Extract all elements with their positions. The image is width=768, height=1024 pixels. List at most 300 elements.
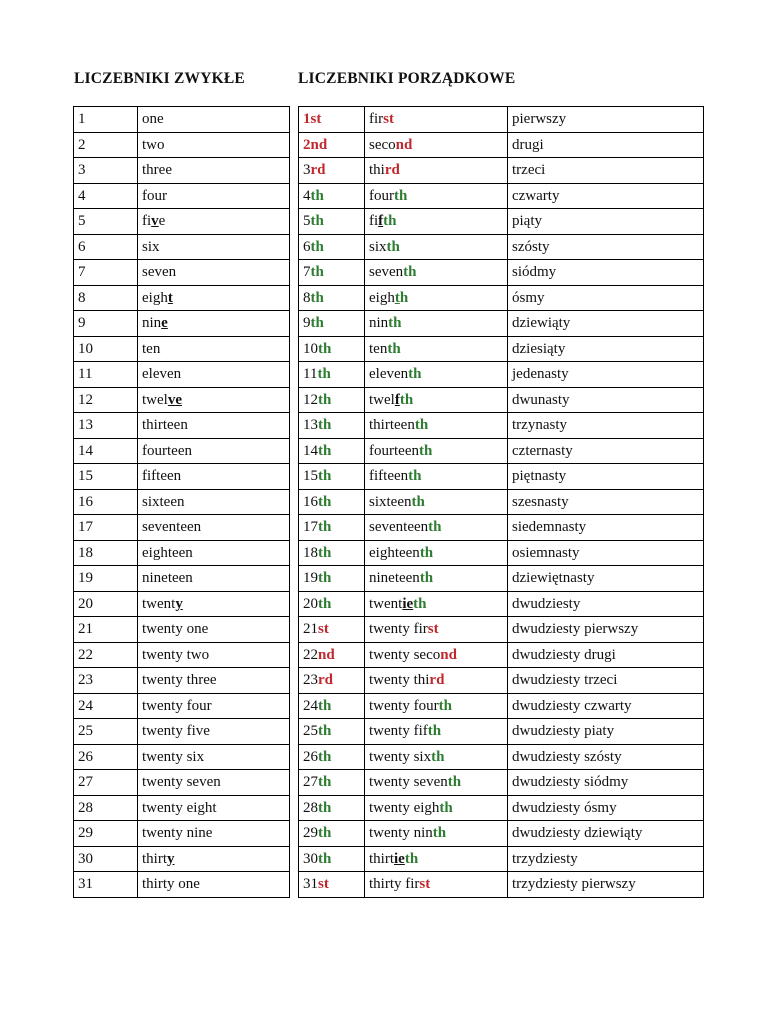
english-word-cell bbox=[138, 260, 290, 286]
highlighted-suffix: th bbox=[318, 340, 332, 357]
text-segment: four bbox=[142, 187, 167, 204]
text-segment: 5 bbox=[303, 213, 311, 229]
highlighted-suffix: th bbox=[439, 799, 453, 816]
ordinal-number-cell bbox=[299, 642, 365, 668]
text-segment: 31 bbox=[303, 876, 318, 892]
highlighted-suffix: ie bbox=[394, 850, 405, 867]
highlighted-suffix: rd bbox=[310, 162, 326, 178]
english-word-cell bbox=[138, 693, 290, 719]
polish-ordinal-cell: dwudziesty bbox=[508, 591, 704, 617]
english-word-cell bbox=[138, 515, 290, 541]
text-segment: twenty eight bbox=[142, 799, 217, 816]
table-row bbox=[74, 744, 290, 770]
number-cell: 17 bbox=[74, 515, 138, 541]
cardinal-numbers-heading: LICZEBNIKI ZWYKŁE bbox=[74, 70, 245, 87]
english-ordinal-cell bbox=[365, 464, 508, 490]
table-row bbox=[299, 846, 704, 872]
text-segment: twenty fir bbox=[369, 621, 428, 637]
text-segment: four bbox=[369, 187, 394, 204]
highlighted-suffix: y bbox=[175, 595, 183, 612]
polish-ordinal-cell: dwudziesty piaty bbox=[508, 719, 704, 745]
number-cell: 31 bbox=[74, 872, 138, 898]
ordinal-number-cell bbox=[299, 285, 365, 311]
text-segment: thirt bbox=[142, 850, 167, 867]
ordinal-numbers-table bbox=[298, 106, 704, 898]
text-segment: 11 bbox=[303, 366, 318, 382]
english-ordinal-cell bbox=[365, 642, 508, 668]
ordinal-number-cell bbox=[299, 566, 365, 592]
english-ordinal-cell bbox=[365, 489, 508, 515]
table-row bbox=[74, 132, 290, 158]
table-row bbox=[299, 489, 704, 515]
highlighted-suffix: 1st bbox=[303, 111, 322, 127]
english-word-cell bbox=[138, 438, 290, 464]
table-row bbox=[299, 260, 704, 286]
number-cell: 23 bbox=[74, 668, 138, 694]
text-segment: seco bbox=[369, 136, 396, 153]
text-segment: nineteen bbox=[369, 570, 420, 586]
english-ordinal-cell bbox=[365, 770, 508, 796]
table-row bbox=[299, 107, 704, 133]
text-segment: thirty one bbox=[142, 876, 200, 892]
english-word-cell bbox=[138, 107, 290, 133]
english-ordinal-cell bbox=[365, 413, 508, 439]
text-segment: one bbox=[142, 111, 164, 127]
text-segment: three bbox=[142, 162, 172, 178]
english-ordinal-cell bbox=[365, 362, 508, 388]
english-word-cell bbox=[138, 413, 290, 439]
number-cell: 9 bbox=[74, 311, 138, 337]
highlighted-suffix: th bbox=[403, 264, 417, 280]
table-row bbox=[299, 872, 704, 898]
english-word-cell bbox=[138, 311, 290, 337]
text-segment: thirty fir bbox=[369, 876, 420, 892]
highlighted-suffix: rd bbox=[318, 672, 333, 688]
text-segment: twenty eigh bbox=[369, 799, 440, 816]
english-ordinal-cell bbox=[365, 209, 508, 235]
highlighted-suffix: th bbox=[318, 850, 332, 867]
highlighted-suffix: th bbox=[318, 544, 332, 561]
text-segment: 14 bbox=[303, 442, 318, 459]
table-row bbox=[74, 489, 290, 515]
polish-ordinal-cell: czwarty bbox=[508, 183, 704, 209]
number-cell: 6 bbox=[74, 234, 138, 260]
highlighted-suffix: 2nd bbox=[303, 136, 328, 153]
ordinal-number-cell bbox=[299, 183, 365, 209]
number-cell: 5 bbox=[74, 209, 138, 235]
highlighted-suffix: y bbox=[167, 850, 175, 867]
ordinal-number-cell bbox=[299, 617, 365, 643]
table-row bbox=[74, 285, 290, 311]
text-segment: twenty nin bbox=[369, 825, 433, 841]
ordinal-number-cell bbox=[299, 821, 365, 847]
polish-ordinal-cell: trzeci bbox=[508, 158, 704, 184]
english-word-cell bbox=[138, 719, 290, 745]
text-segment: 22 bbox=[303, 646, 318, 663]
english-ordinal-cell bbox=[365, 387, 508, 413]
table-row bbox=[299, 311, 704, 337]
polish-ordinal-cell: dwunasty bbox=[508, 387, 704, 413]
table-row bbox=[299, 464, 704, 490]
polish-ordinal-cell: dwudziesty drugi bbox=[508, 642, 704, 668]
text-segment: 20 bbox=[303, 595, 318, 612]
ordinal-number-cell bbox=[299, 668, 365, 694]
text-segment: two bbox=[142, 136, 165, 153]
highlighted-suffix: t bbox=[394, 289, 400, 306]
table-row bbox=[299, 362, 704, 388]
number-cell: 13 bbox=[74, 413, 138, 439]
text-segment: fi bbox=[142, 213, 152, 229]
polish-ordinal-cell: trzydziesty bbox=[508, 846, 704, 872]
polish-ordinal-cell: dziesiąty bbox=[508, 336, 704, 362]
text-segment: thirt bbox=[369, 850, 394, 867]
text-segment: 29 bbox=[303, 825, 318, 841]
english-ordinal-cell bbox=[365, 540, 508, 566]
english-word-cell bbox=[138, 795, 290, 821]
table-row bbox=[299, 642, 704, 668]
table-row bbox=[299, 413, 704, 439]
table-row bbox=[74, 693, 290, 719]
text-segment: seventeen bbox=[369, 519, 429, 535]
highlighted-suffix: nd bbox=[318, 646, 335, 663]
highlighted-suffix: th bbox=[310, 315, 324, 331]
table-row bbox=[299, 183, 704, 209]
ordinal-number-cell bbox=[299, 515, 365, 541]
highlighted-suffix: th bbox=[419, 544, 434, 561]
highlighted-suffix: nd bbox=[440, 646, 457, 663]
polish-ordinal-cell: ósmy bbox=[508, 285, 704, 311]
polish-ordinal-cell: dwudziesty dziewiąty bbox=[508, 821, 704, 847]
text-segment: fourteen bbox=[369, 442, 419, 459]
table-row bbox=[74, 107, 290, 133]
table-row bbox=[74, 209, 290, 235]
ordinal-number-cell bbox=[299, 311, 365, 337]
highlighted-suffix: ie bbox=[402, 595, 414, 612]
english-word-cell bbox=[138, 642, 290, 668]
ordinal-number-cell bbox=[299, 719, 365, 745]
number-cell: 16 bbox=[74, 489, 138, 515]
text-segment: twenty four bbox=[369, 697, 439, 714]
english-ordinal-cell bbox=[365, 617, 508, 643]
english-ordinal-cell bbox=[365, 183, 508, 209]
ordinal-number-cell bbox=[299, 260, 365, 286]
text-segment: eighteen bbox=[369, 544, 420, 561]
polish-ordinal-cell: dwudziesty pierwszy bbox=[508, 617, 704, 643]
table-row bbox=[74, 387, 290, 413]
ordinal-number-cell bbox=[299, 107, 365, 133]
number-cell: 8 bbox=[74, 285, 138, 311]
text-segment: thi bbox=[369, 162, 385, 178]
highlighted-suffix: th bbox=[310, 238, 324, 255]
text-segment: fir bbox=[369, 111, 384, 127]
ordinal-number-cell bbox=[299, 795, 365, 821]
table-row bbox=[74, 846, 290, 872]
table-row bbox=[74, 566, 290, 592]
highlighted-suffix: th bbox=[418, 442, 433, 459]
english-word-cell bbox=[138, 234, 290, 260]
table-row bbox=[299, 515, 704, 541]
text-segment: 25 bbox=[303, 723, 318, 739]
english-ordinal-cell bbox=[365, 693, 508, 719]
table-row bbox=[74, 260, 290, 286]
english-word-cell bbox=[138, 362, 290, 388]
text-segment: nin bbox=[142, 315, 162, 331]
ordinal-numbers-heading: LICZEBNIKI PORZĄDKOWE bbox=[298, 70, 516, 87]
ordinal-number-cell bbox=[299, 362, 365, 388]
table-row bbox=[299, 285, 704, 311]
text-segment: twel bbox=[142, 391, 168, 408]
polish-ordinal-cell: siódmy bbox=[508, 260, 704, 286]
text-segment: 27 bbox=[303, 774, 318, 790]
highlighted-suffix: th bbox=[408, 366, 422, 382]
text-segment: 7 bbox=[303, 264, 311, 280]
table-row bbox=[74, 464, 290, 490]
english-ordinal-cell bbox=[365, 515, 508, 541]
ordinal-number-cell bbox=[299, 132, 365, 158]
highlighted-suffix: th bbox=[318, 723, 332, 739]
number-cell: 4 bbox=[74, 183, 138, 209]
text-segment: 16 bbox=[303, 493, 318, 510]
text-segment: fourteen bbox=[142, 442, 192, 459]
english-ordinal-cell bbox=[365, 591, 508, 617]
table-row bbox=[299, 234, 704, 260]
highlighted-suffix: th bbox=[318, 519, 332, 535]
highlighted-suffix: th bbox=[310, 187, 324, 204]
text-segment: eigh bbox=[369, 289, 395, 306]
english-word-cell bbox=[138, 617, 290, 643]
ordinal-number-cell bbox=[299, 770, 365, 796]
highlighted-suffix: nd bbox=[395, 136, 413, 153]
table-row bbox=[74, 770, 290, 796]
english-word-cell bbox=[138, 158, 290, 184]
polish-ordinal-cell: dwudziesty siódmy bbox=[508, 770, 704, 796]
polish-ordinal-cell: trzydziesty pierwszy bbox=[508, 872, 704, 898]
english-word-cell bbox=[138, 464, 290, 490]
text-segment: twent bbox=[369, 595, 403, 612]
table-row bbox=[74, 311, 290, 337]
table-row bbox=[299, 668, 704, 694]
english-ordinal-cell bbox=[365, 438, 508, 464]
table-row bbox=[74, 719, 290, 745]
polish-ordinal-cell: szesnasty bbox=[508, 489, 704, 515]
number-cell: 24 bbox=[74, 693, 138, 719]
highlighted-suffix: th bbox=[318, 774, 332, 790]
text-segment: eigh bbox=[142, 289, 168, 306]
text-segment: 10 bbox=[303, 340, 318, 357]
highlighted-suffix: rd bbox=[384, 162, 400, 178]
text-segment: twenty thi bbox=[369, 672, 430, 688]
text-segment: six bbox=[142, 238, 160, 255]
number-cell: 26 bbox=[74, 744, 138, 770]
table-row bbox=[74, 438, 290, 464]
text-segment: eleven bbox=[142, 366, 182, 382]
number-cell: 10 bbox=[74, 336, 138, 362]
english-word-cell bbox=[138, 183, 290, 209]
text-segment: fifteen bbox=[369, 468, 409, 484]
highlighted-suffix: st bbox=[318, 876, 329, 892]
highlighted-suffix: st bbox=[383, 111, 395, 127]
text-segment: nin bbox=[369, 315, 389, 331]
highlighted-suffix: th bbox=[318, 748, 332, 765]
english-word-cell bbox=[138, 132, 290, 158]
text-segment: 4 bbox=[303, 187, 311, 204]
table-row bbox=[74, 234, 290, 260]
highlighted-suffix: th bbox=[387, 340, 401, 357]
highlighted-suffix: th bbox=[399, 391, 414, 408]
highlighted-suffix: th bbox=[318, 697, 332, 714]
ordinal-number-cell bbox=[299, 591, 365, 617]
highlighted-suffix: st bbox=[427, 621, 439, 637]
number-cell: 11 bbox=[74, 362, 138, 388]
ordinal-number-cell bbox=[299, 489, 365, 515]
text-segment: eleven bbox=[369, 366, 409, 382]
english-word-cell bbox=[138, 540, 290, 566]
number-cell: 12 bbox=[74, 387, 138, 413]
english-word-cell bbox=[138, 872, 290, 898]
highlighted-suffix: t bbox=[167, 289, 173, 306]
highlighted-suffix: rd bbox=[429, 672, 445, 688]
english-word-cell bbox=[138, 668, 290, 694]
highlighted-suffix: th bbox=[394, 187, 408, 204]
table-row bbox=[299, 591, 704, 617]
table-row bbox=[299, 744, 704, 770]
text-segment: e bbox=[158, 213, 166, 229]
table-row bbox=[74, 821, 290, 847]
highlighted-suffix: th bbox=[318, 825, 332, 841]
text-segment: twenty four bbox=[142, 697, 212, 714]
polish-ordinal-cell: dwudziesty czwarty bbox=[508, 693, 704, 719]
ordinal-number-cell bbox=[299, 846, 365, 872]
polish-ordinal-cell: jedenasty bbox=[508, 362, 704, 388]
highlighted-suffix: th bbox=[318, 799, 332, 816]
text-segment: twenty seven bbox=[369, 774, 448, 790]
text-segment: 24 bbox=[303, 697, 318, 714]
text-segment: twenty seven bbox=[142, 774, 221, 790]
table-row bbox=[299, 540, 704, 566]
polish-ordinal-cell: piętnasty bbox=[508, 464, 704, 490]
highlighted-suffix: th bbox=[447, 774, 462, 790]
highlighted-suffix: th bbox=[318, 391, 332, 408]
text-segment: ten bbox=[369, 340, 388, 357]
english-word-cell bbox=[138, 770, 290, 796]
polish-ordinal-cell: dwudziesty ósmy bbox=[508, 795, 704, 821]
ordinal-number-cell bbox=[299, 464, 365, 490]
number-cell: 30 bbox=[74, 846, 138, 872]
english-ordinal-cell bbox=[365, 566, 508, 592]
highlighted-suffix: th bbox=[318, 417, 332, 433]
ordinal-number-cell bbox=[299, 744, 365, 770]
cardinal-numbers-table bbox=[73, 106, 290, 898]
text-segment: twenty two bbox=[142, 646, 210, 663]
table-row bbox=[299, 617, 704, 643]
table-row bbox=[74, 183, 290, 209]
highlighted-suffix: th bbox=[318, 468, 332, 484]
number-cell: 29 bbox=[74, 821, 138, 847]
table-row bbox=[299, 209, 704, 235]
number-cell: 3 bbox=[74, 158, 138, 184]
text-segment: twenty one bbox=[142, 621, 209, 637]
english-ordinal-cell bbox=[365, 821, 508, 847]
text-segment: 17 bbox=[303, 519, 318, 535]
polish-ordinal-cell: drugi bbox=[508, 132, 704, 158]
highlighted-suffix: th bbox=[432, 825, 447, 841]
english-word-cell bbox=[138, 744, 290, 770]
text-segment: nineteen bbox=[142, 570, 193, 586]
ordinal-number-cell bbox=[299, 387, 365, 413]
text-segment: fifteen bbox=[142, 468, 182, 484]
number-cell: 25 bbox=[74, 719, 138, 745]
table-row bbox=[299, 132, 704, 158]
highlighted-suffix: ve bbox=[167, 391, 182, 408]
number-cell: 18 bbox=[74, 540, 138, 566]
english-ordinal-cell bbox=[365, 668, 508, 694]
polish-ordinal-cell: dziewiętnasty bbox=[508, 566, 704, 592]
text-segment: six bbox=[369, 238, 387, 255]
number-cell: 2 bbox=[74, 132, 138, 158]
highlighted-suffix: th bbox=[310, 289, 324, 306]
number-cell: 1 bbox=[74, 107, 138, 133]
ordinal-number-cell bbox=[299, 438, 365, 464]
text-segment: sixteen bbox=[369, 493, 412, 510]
table-row bbox=[74, 795, 290, 821]
number-cell: 28 bbox=[74, 795, 138, 821]
table-row bbox=[74, 336, 290, 362]
polish-ordinal-cell: szósty bbox=[508, 234, 704, 260]
text-segment: seven bbox=[142, 264, 177, 280]
text-segment: twenty seco bbox=[369, 646, 441, 663]
highlighted-suffix: h bbox=[399, 289, 409, 306]
polish-ordinal-cell: trzynasty bbox=[508, 413, 704, 439]
text-segment: twent bbox=[142, 595, 176, 612]
number-cell: 14 bbox=[74, 438, 138, 464]
highlighted-suffix: f bbox=[378, 213, 384, 229]
english-ordinal-cell bbox=[365, 107, 508, 133]
text-segment: 28 bbox=[303, 799, 318, 816]
polish-ordinal-cell: dwudziesty szósty bbox=[508, 744, 704, 770]
ordinal-number-cell bbox=[299, 234, 365, 260]
english-ordinal-cell bbox=[365, 311, 508, 337]
ordinal-number-cell bbox=[299, 209, 365, 235]
polish-ordinal-cell: osiemnasty bbox=[508, 540, 704, 566]
text-segment: twel bbox=[369, 391, 395, 408]
table-row bbox=[299, 387, 704, 413]
highlighted-suffix: th bbox=[404, 850, 419, 867]
ordinal-number-cell bbox=[299, 336, 365, 362]
number-cell: 19 bbox=[74, 566, 138, 592]
table-row bbox=[74, 642, 290, 668]
english-ordinal-cell bbox=[365, 158, 508, 184]
text-segment: ten bbox=[142, 340, 161, 357]
text-segment: twenty five bbox=[142, 723, 210, 739]
english-word-cell bbox=[138, 489, 290, 515]
english-ordinal-cell bbox=[365, 744, 508, 770]
text-segment: seventeen bbox=[142, 519, 202, 535]
table-row bbox=[299, 158, 704, 184]
english-ordinal-cell bbox=[365, 795, 508, 821]
text-segment: 21 bbox=[303, 621, 318, 637]
text-segment: 9 bbox=[303, 315, 311, 331]
highlighted-suffix: v bbox=[151, 213, 159, 229]
text-segment: thirteen bbox=[369, 417, 415, 433]
number-cell: 20 bbox=[74, 591, 138, 617]
english-word-cell bbox=[138, 591, 290, 617]
table-row bbox=[299, 719, 704, 745]
highlighted-suffix: th bbox=[318, 595, 332, 612]
highlighted-suffix: st bbox=[419, 876, 431, 892]
english-word-cell bbox=[138, 566, 290, 592]
text-segment: 19 bbox=[303, 570, 318, 586]
highlighted-suffix: th bbox=[414, 417, 429, 433]
